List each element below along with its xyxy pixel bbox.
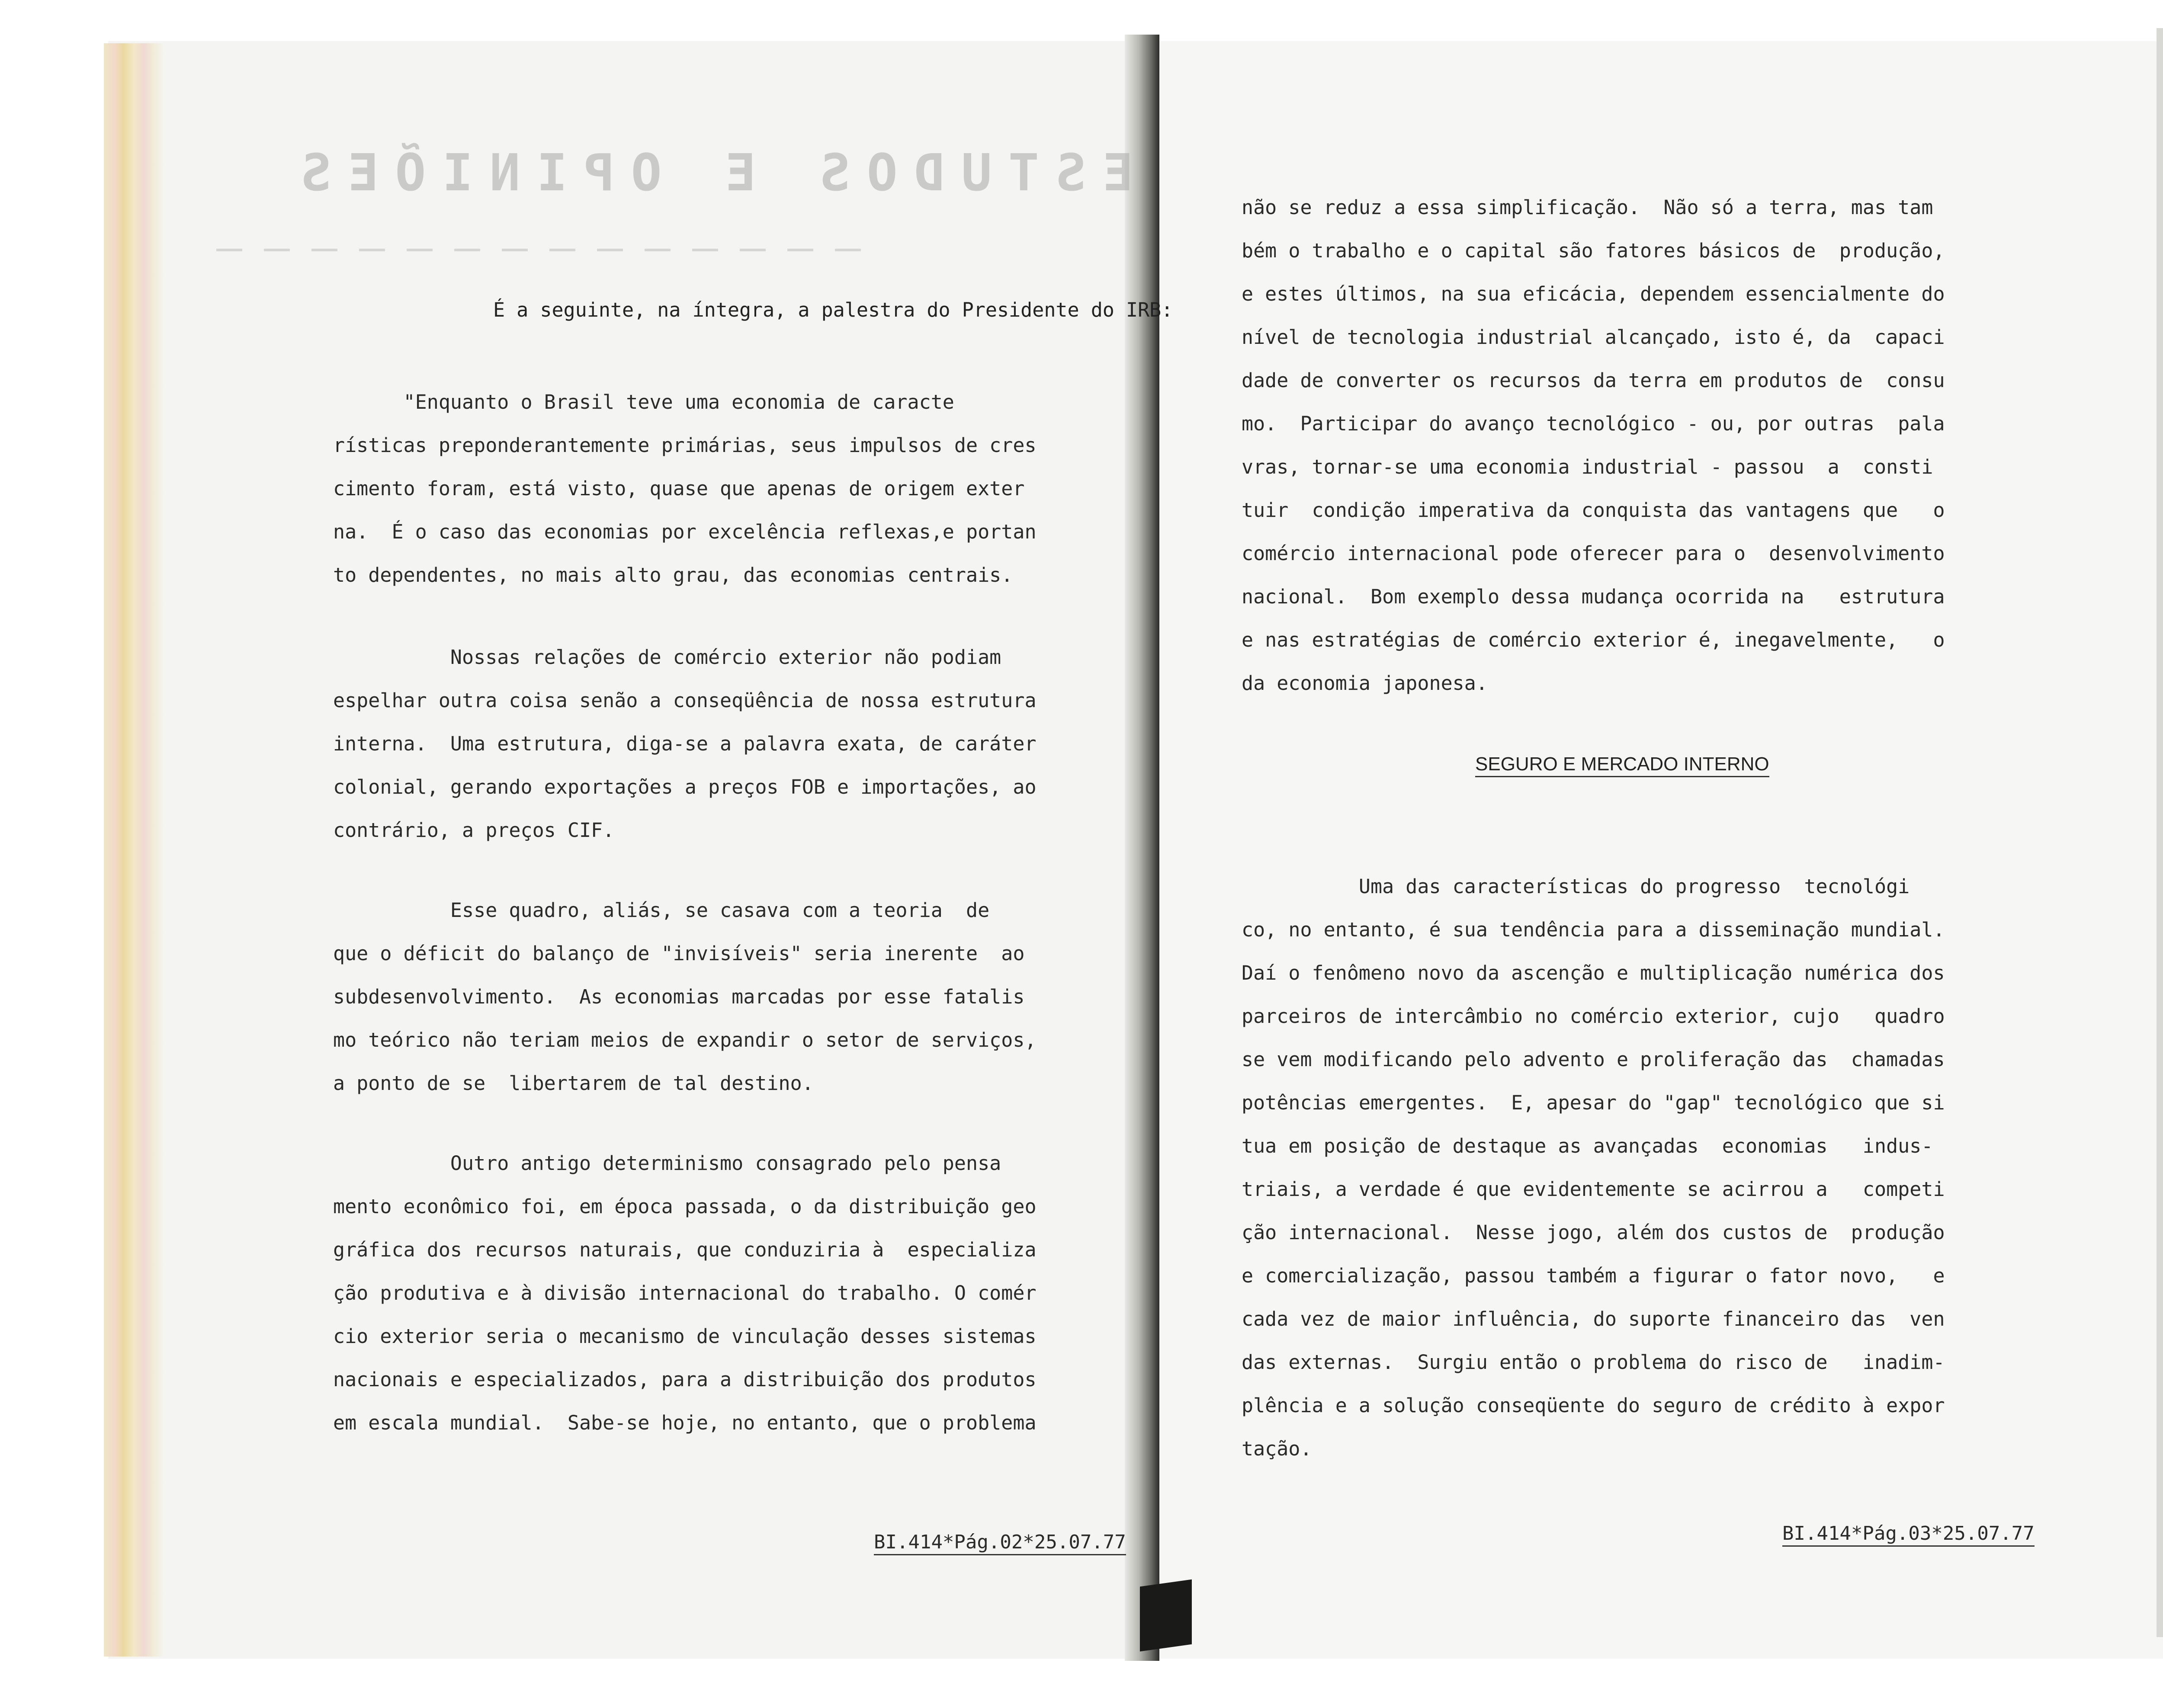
text-line: cimento foram, está visto, quase que apenas de origem exter: [333, 477, 1025, 500]
text-line: bém o trabalho e o capital são fatores básicos de produção,: [1242, 239, 1945, 262]
text-line: Uma das características do progresso tecnológi: [1242, 875, 1910, 898]
page-edge-stain: [104, 43, 164, 1657]
intro-line: É a seguinte, na íntegra, a palestra do Presidente do IRB:: [493, 298, 1173, 321]
text-line: contrário, a preços CIF.: [333, 819, 615, 842]
text-line: na. É o caso das economias por excelência reflexas,e portan: [333, 520, 1037, 543]
bleed-through-header: ESTUDOS E OPINIÕES: [284, 143, 1133, 202]
text-line: cio exterior seria o mecanismo de vinculação desses sistemas: [333, 1325, 1037, 1348]
text-line: nível de tecnologia industrial alcançado, isto é, da capaci: [1242, 326, 1945, 349]
text-line: tua em posição de destaque as avançadas economias indus-: [1242, 1134, 1933, 1157]
right-margin-edge: [2157, 28, 2163, 1637]
text-line: triais, a verdade é que evidentemente se acirrou a competi: [1242, 1178, 1945, 1201]
text-line: das externas. Surgiu então o problema do risco de inadim-: [1242, 1351, 1945, 1374]
text-line: gráfica dos recursos naturais, que conduziria à especializa: [333, 1238, 1037, 1261]
text-line: mento econômico foi, em época passada, o da distribuição geo: [333, 1195, 1037, 1218]
text-line: da economia japonesa.: [1242, 672, 1488, 695]
text-line: Esse quadro, aliás, se casava com a teoria de: [333, 899, 990, 922]
text-line: e comercialização, passou também a figurar o fator novo, e: [1242, 1264, 1945, 1287]
text-line: tuir condição imperativa da conquista das vantagens que o: [1242, 499, 1945, 522]
left-paragraph-3: [333, 889, 1120, 1105]
text-line: colonial, gerando exportações a preços FOB e importações, ao: [333, 775, 1037, 798]
text-line: espelhar outra coisa senão a conseqüência de nossa estrutura: [333, 689, 1037, 712]
text-line: ção internacional. Nesse jogo, além dos custos de produção: [1242, 1221, 1945, 1244]
text-line: dade de converter os recursos da terra em produtos de consu: [1242, 369, 1945, 392]
text-line: Nossas relações de comércio exterior não podiam: [333, 646, 1001, 669]
text-line: mo. Participar do avanço tecnológico - ou, por outras pala: [1242, 412, 1945, 435]
text-line: comércio internacional pode oferecer para o desenvolvimento: [1242, 542, 1945, 565]
section-heading: SEGURO E MERCADO INTERNO: [1475, 753, 1769, 777]
page-footer-right: BI.414*Pág.03*25.07.77: [1782, 1522, 2035, 1547]
text-line: cada vez de maior influência, do suporte financeiro das ven: [1242, 1307, 1945, 1330]
text-line: co, no entanto, é sua tendência para a disseminação mundial.: [1242, 918, 1945, 941]
text-line: parceiros de intercâmbio no comércio exterior, cujo quadro: [1242, 1005, 1945, 1028]
text-line: plência e a solução conseqüente do seguro de crédito à expor: [1242, 1394, 1945, 1417]
book-gutter-shadow: [1125, 35, 1159, 1661]
text-line: nacionais e especializados, para a distribuição dos produtos: [333, 1368, 1037, 1391]
text-line: "Enquanto o Brasil teve uma economia de caracte: [333, 391, 954, 413]
text-line: e estes últimos, na sua eficácia, dependem essencialmente do: [1242, 282, 1945, 305]
bleed-through-rule: [216, 249, 865, 251]
text-line: potências emergentes. E, apesar do "gap" tecnológico que si: [1242, 1091, 1945, 1114]
text-line: nacional. Bom exemplo dessa mudança ocorrida na estrutura: [1242, 585, 1945, 608]
text-line: não se reduz a essa simplificação. Não só a terra, mas tam: [1242, 196, 1933, 219]
text-line: to dependentes, no mais alto grau, das economias centrais.: [333, 564, 1013, 586]
text-line: tação.: [1242, 1437, 1312, 1460]
text-line: ção produtiva e à divisão internacional do trabalho. O comér: [333, 1282, 1037, 1304]
gutter-dark-corner: [1140, 1580, 1192, 1652]
text-line: Outro antigo determinismo consagrado pelo pensa: [333, 1152, 1001, 1175]
text-line: mo teórico não teriam meios de expandir o setor de serviços,: [333, 1029, 1037, 1051]
right-paragraph-2: [1242, 865, 2133, 1471]
text-line: rísticas preponderantemente primárias, seus impulsos de cres: [333, 434, 1037, 457]
left-paragraph-4: [333, 1142, 1120, 1445]
text-line: a ponto de se libertarem de tal destino.: [333, 1072, 814, 1095]
right-paragraph-1: [1242, 186, 2133, 705]
text-line: subdesenvolvimento. As economias marcadas por esse fatalis: [333, 985, 1025, 1008]
text-line: vras, tornar-se uma economia industrial - passou a consti: [1242, 455, 1933, 478]
left-paragraph-2: [333, 636, 1120, 852]
text-line: e nas estratégias de comércio exterior é, inegavelmente, o: [1242, 628, 1945, 651]
text-line: interna. Uma estrutura, diga-se a palavra exata, de caráter: [333, 732, 1037, 755]
text-line: em escala mundial. Sabe-se hoje, no entanto, que o problema: [333, 1411, 1037, 1434]
text-line: se vem modificando pelo advento e proliferação das chamadas: [1242, 1048, 1945, 1071]
text-line: Daí o fenômeno novo da ascenção e multiplicação numérica dos: [1242, 961, 1945, 984]
left-paragraph-1: [333, 381, 1120, 597]
page-footer-left: BI.414*Pág.02*25.07.77: [874, 1531, 1126, 1555]
text-line: que o déficit do balanço de "invisíveis" seria inerente ao: [333, 942, 1025, 965]
